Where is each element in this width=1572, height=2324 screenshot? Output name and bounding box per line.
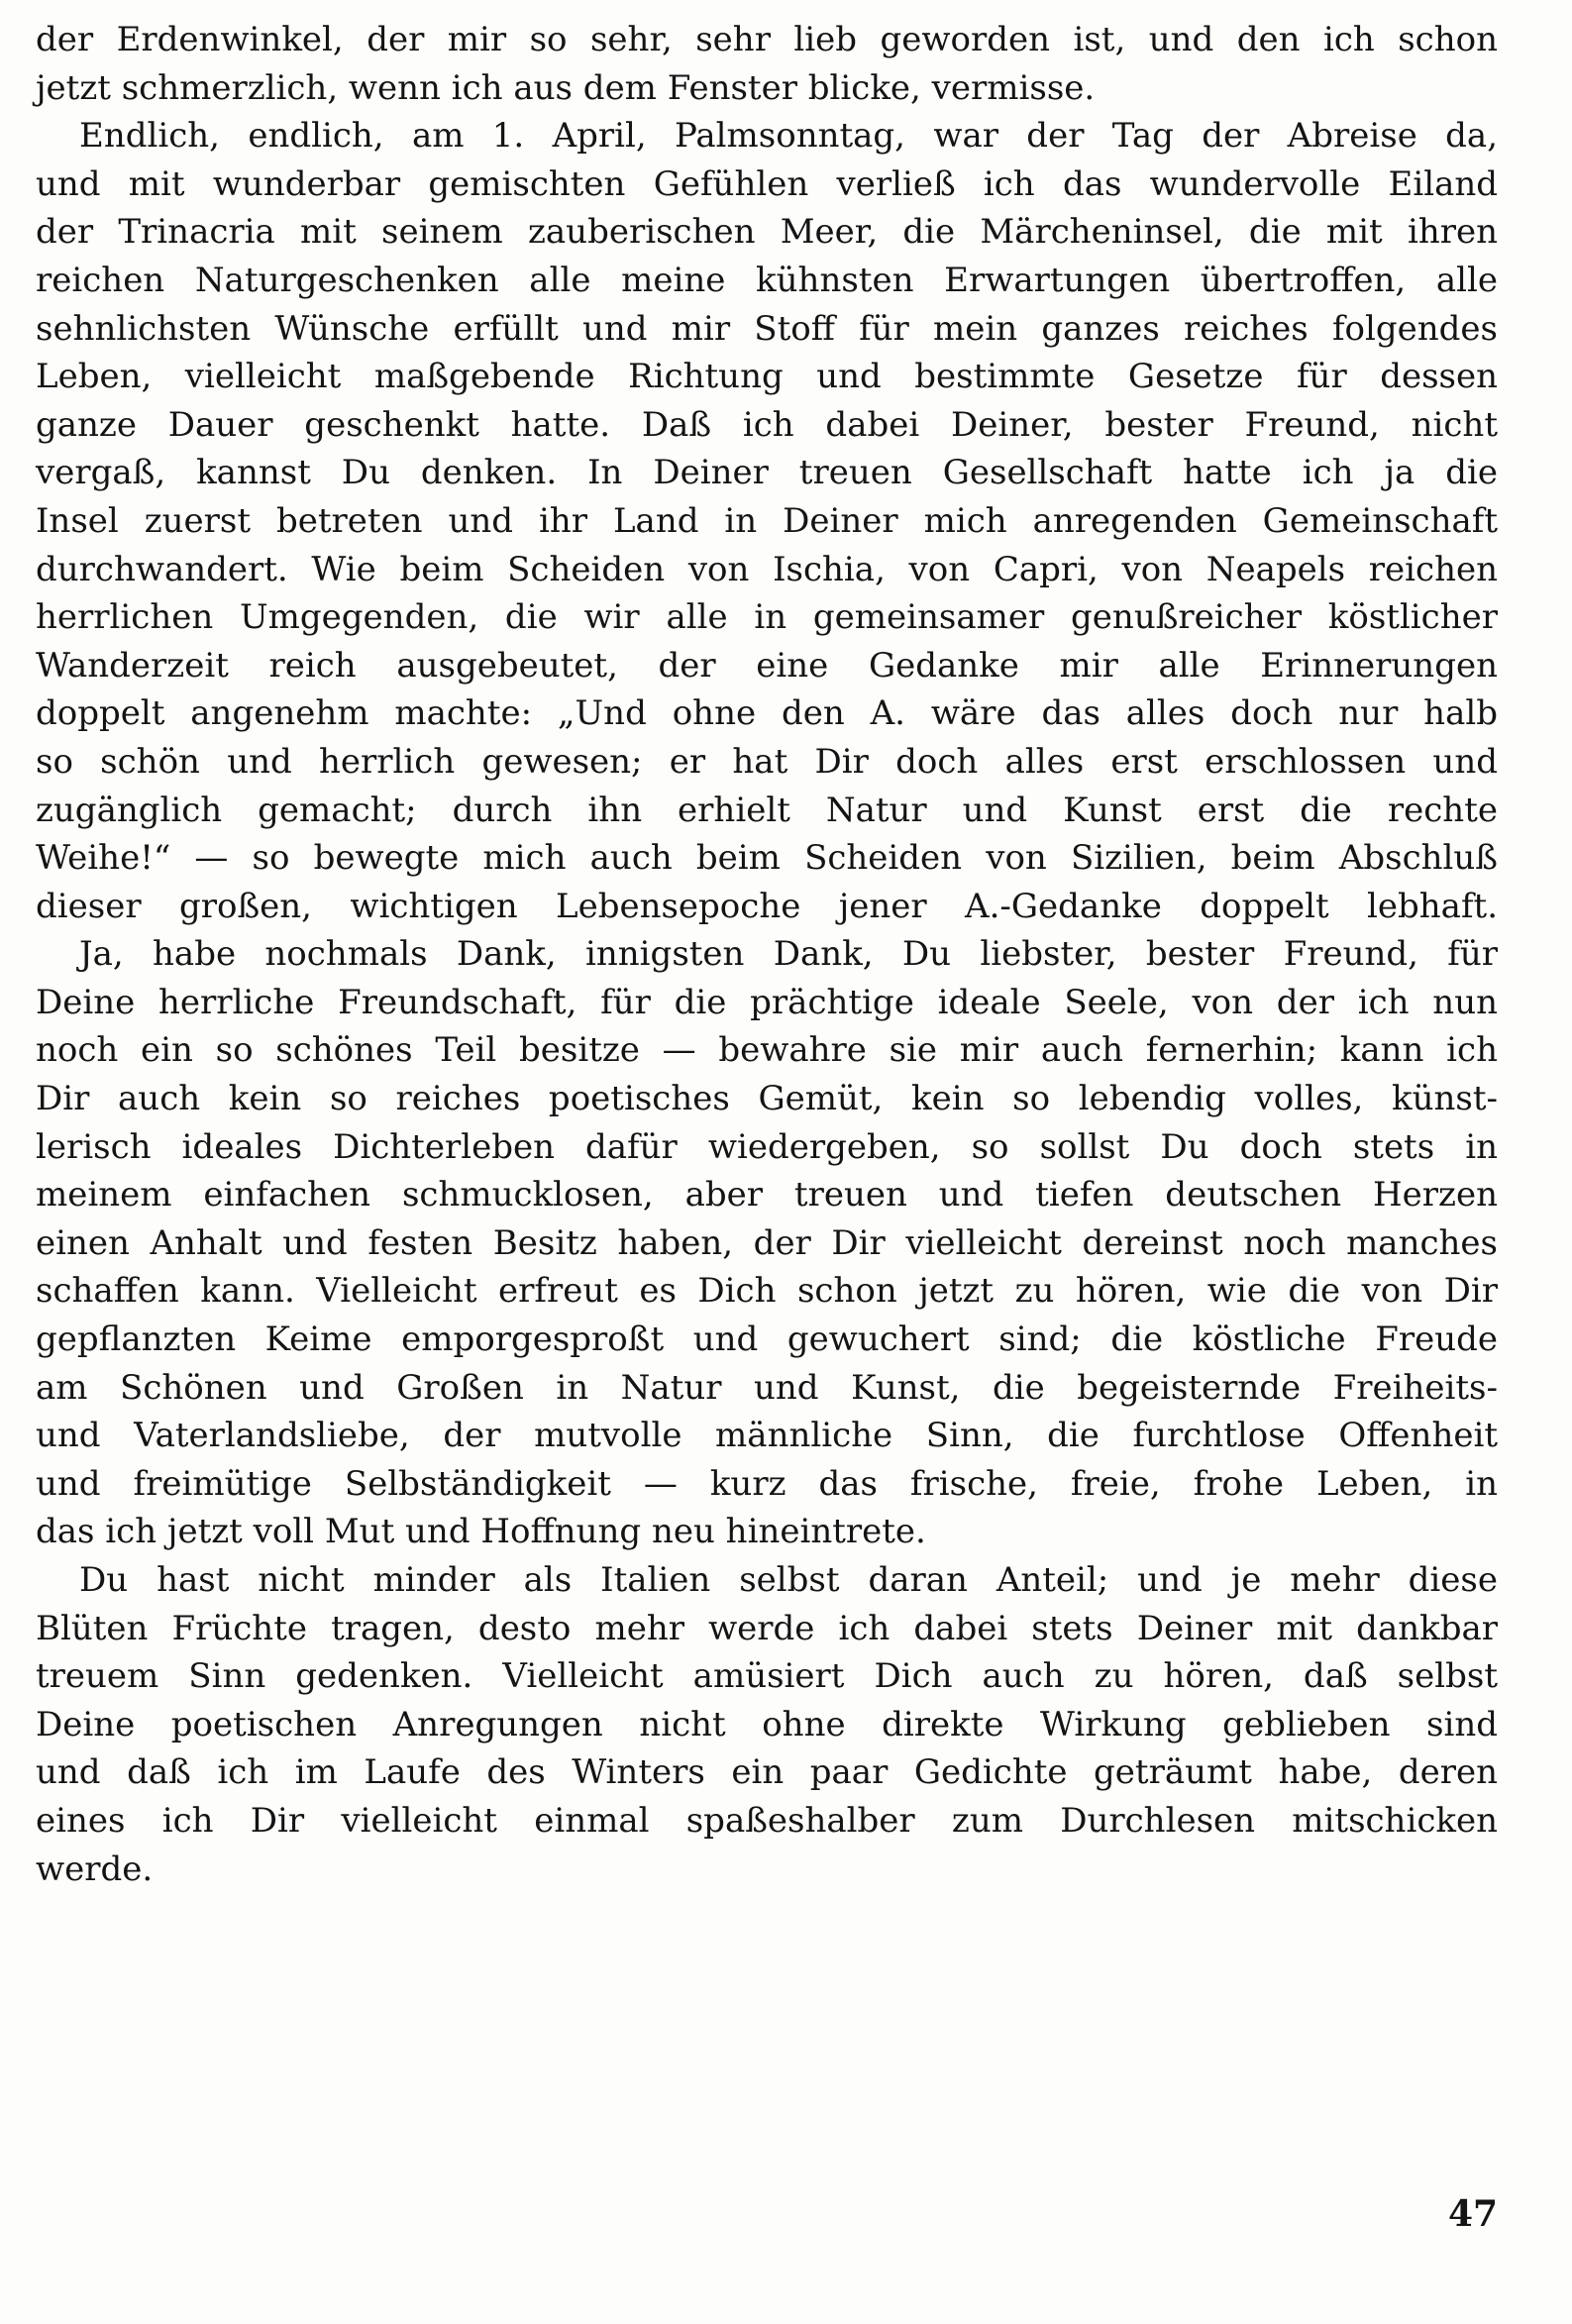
text-line: meinem einfachen schmucklosen, aber treuen und tiefen deutschen Herzen xyxy=(36,1175,1498,1215)
text-line: Du hast nicht minder als Italien selbst daran Anteil; und je mehr diese xyxy=(79,1560,1498,1600)
text-line: zugänglich gemacht; durch ihn erhielt Natur und Kunst erst die rechte xyxy=(36,790,1498,830)
text-line: vergaß, kannst Du denken. In Deiner treuen Gesellschaft hatte ich ja die xyxy=(36,453,1498,493)
text-line: treuem Sinn gedenken. Vielleicht amüsiert Dich auch zu hören, daß selbst xyxy=(36,1656,1498,1697)
text-line: und daß ich im Laufe des Winters ein paar Gedichte geträumt habe, deren xyxy=(36,1752,1498,1793)
text-line: Wanderzeit reich ausgebeutet, der eine Gedanke mir alle Erinnerungen xyxy=(36,645,1498,686)
text-line: und freimütige Selbständigkeit — kurz das frische, freie, frohe Leben, in xyxy=(36,1463,1498,1504)
text-line: und mit wunderbar gemischten Gefühlen verließ ich das wundervolle Eiland xyxy=(36,163,1498,204)
text-line: einen Anhalt und festen Besitz haben, der Dir vielleicht dereinst noch manches xyxy=(36,1222,1498,1263)
text-line: am Schönen und Großen in Natur und Kunst, die begeisternde Freiheits- xyxy=(36,1367,1498,1408)
text-line: Insel zuerst betreten und ihr Land in Deiner mich anregenden Gemeinschaft xyxy=(36,500,1498,541)
text-line: werde. xyxy=(36,1849,154,1889)
text-line: Deine poetischen Anregungen nicht ohne direkte Wirkung geblieben sind xyxy=(36,1704,1498,1744)
text-line: noch ein so schönes Teil besitze — bewahre sie mir auch fernerhin; kann ich xyxy=(36,1030,1498,1071)
text-line: durchwandert. Wie beim Scheiden von Ischia, von Capri, von Neapels reichen xyxy=(36,549,1498,589)
text-line: schaffen kann. Vielleicht erfreut es Dich schon jetzt zu hören, wie die von Dir xyxy=(36,1271,1498,1312)
text-line: reichen Naturgeschenken alle meine kühnsten Erwartungen übertroffen, alle xyxy=(36,260,1498,300)
paragraph-4 xyxy=(36,1556,1498,1893)
body-text xyxy=(36,16,1498,1893)
text-line: ganze Dauer geschenkt hatte. Daß ich dabei Deiner, bester Freund, nicht xyxy=(36,404,1498,445)
text-line: gepflanzten Keime emporgesproßt und gewuchert sind; die köstliche Freude xyxy=(36,1320,1498,1360)
page-number: 47 xyxy=(1448,2193,1499,2235)
text-line: lerisch ideales Dichterleben dafür wiedergeben, so sollst Du doch stets in xyxy=(36,1126,1498,1167)
text-line: das ich jetzt voll Mut und Hoffnung neu hineintrete. xyxy=(36,1512,926,1552)
paragraph-1 xyxy=(36,16,1498,112)
text-line: Dir auch kein so reiches poetisches Gemüt, kein so lebendig volles, künst- xyxy=(36,1079,1498,1119)
text-line: so schön und herrlich gewesen; er hat Dir doch alles erst erschlossen und xyxy=(36,741,1498,782)
paragraph-2 xyxy=(36,112,1498,930)
text-line: Leben, vielleicht maßgebende Richtung und bestimmte Gesetze für dessen xyxy=(36,357,1498,397)
paragraph-3 xyxy=(36,930,1498,1556)
text-line: dieser großen, wichtigen Lebensepoche jener A.-Gedanke doppelt lebhaft. xyxy=(36,886,1498,926)
text-line: herrlichen Umgegenden, die wir alle in gemeinsamer genußreicher köstlicher xyxy=(36,597,1498,638)
text-line: Ja, habe nochmals Dank, innigsten Dank, Du liebster, bester Freund, für xyxy=(79,934,1498,975)
text-line: sehnlichsten Wünsche erfüllt und mir Stoff für mein ganzes reiches folgendes xyxy=(36,308,1498,349)
text-line: Blüten Früchte tragen, desto mehr werde ich dabei stets Deiner mit dankbar xyxy=(36,1608,1498,1648)
text-line: der Trinacria mit seinem zauberischen Meer, die Märcheninsel, die mit ihren xyxy=(36,212,1498,253)
text-line: Weihe!“ — so bewegte mich auch beim Scheiden von Sizilien, beim Abschluß xyxy=(36,838,1498,879)
text-line: der Erdenwinkel, der mir so sehr, sehr lieb geworden ist, und den ich schon xyxy=(36,20,1498,59)
text-line: jetzt schmerzlich, wenn ich aus dem Fenster blicke, vermisse. xyxy=(36,67,1096,108)
text-line: Deine herrliche Freundschaft, für die prächtige ideale Seele, von der ich nun xyxy=(36,982,1498,1022)
text-line: doppelt angenehm machte: „Und ohne den A. wäre das alles doch nur halb xyxy=(36,693,1498,734)
text-line: und Vaterlandsliebe, der mutvolle männliche Sinn, die furchtlose Offenheit xyxy=(36,1416,1498,1456)
text-line: Endlich, endlich, am 1. April, Palmsonntag, war der Tag der Abreise da, xyxy=(79,116,1498,157)
text-line: eines ich Dir vielleicht einmal spaßeshalber zum Durchlesen mitschicken xyxy=(36,1800,1498,1841)
